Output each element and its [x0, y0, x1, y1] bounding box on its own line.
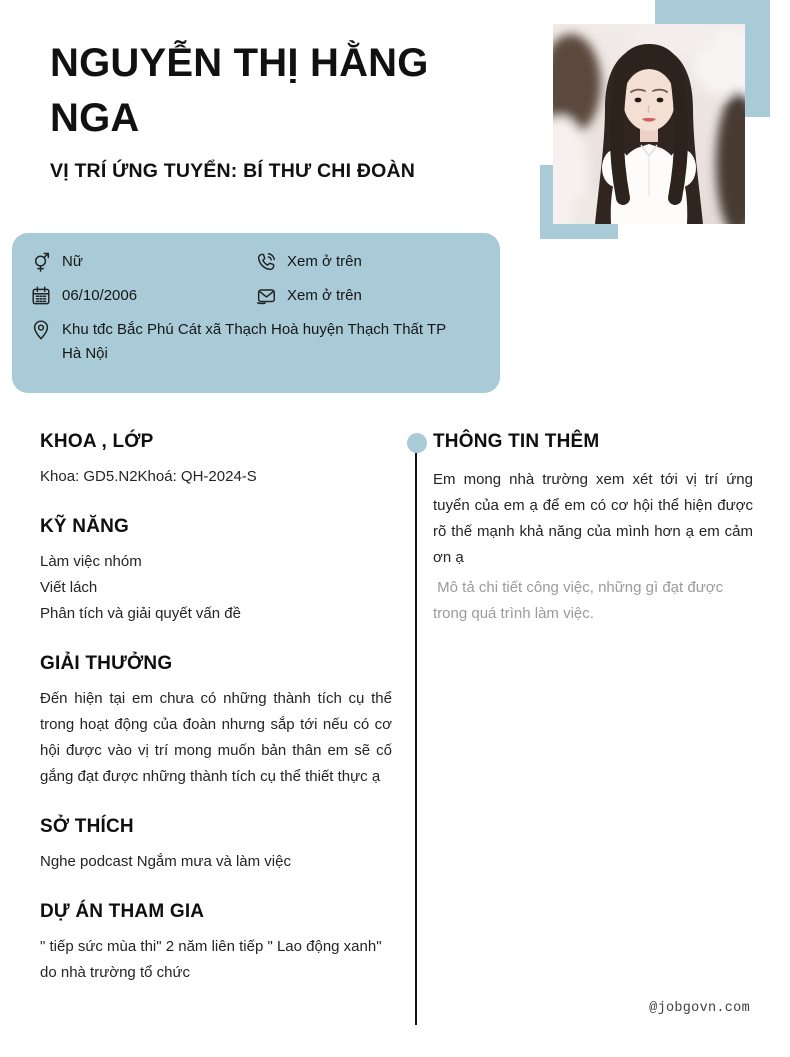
du-an-detail: " tiếp sức mùa thi" 2 năm liên tiếp " Lao động xanh" do nhà trường tổ chức: [40, 938, 382, 981]
contact-address: [30, 318, 480, 366]
section-thong-tin-them: [433, 430, 753, 627]
address-value: Khu tđc Bắc Phú Cát xã Thạch Hoà huyện Thạch Thất TP Hà Nội: [62, 321, 446, 362]
section-giai-thuong: [40, 652, 392, 790]
so-thich-detail: Nghe podcast Ngắm mưa và làm việc: [40, 853, 291, 870]
birthday-value: 06/10/2006: [62, 287, 138, 304]
applied-position: VỊ TRÍ ỨNG TUYỂN: BÍ THƯ CHI ĐOÀN: [50, 160, 416, 182]
section-khoa-lop: [40, 430, 392, 490]
thong-tin-them-placeholder: Mô tả chi tiết công việc, những gì đạt được trong quá trình làm việc.: [433, 579, 728, 622]
phone-value: Xem ở trên: [287, 253, 362, 270]
section-title-khoa-lop: KHOA , LỚP: [40, 431, 154, 452]
phone-icon: [255, 251, 277, 273]
khoa-lop-detail: Khoa: GD5.N2Khoá: QH-2024-S: [40, 468, 257, 485]
contact-phone: [255, 250, 480, 274]
candidate-name: NGUYỄN THỊ HẰNG NGA: [50, 41, 429, 141]
contact-card: [12, 233, 500, 393]
section-title-ky-nang: KỸ NĂNG: [40, 516, 130, 537]
watermark-text: @jobgovn.com: [649, 1001, 750, 1016]
section-title-du-an: DỰ ÁN THAM GIA: [40, 901, 205, 922]
contact-email: [255, 284, 480, 308]
contact-birthday: [30, 284, 255, 308]
skill-item: Viết lách: [40, 579, 98, 596]
skill-item: Phân tích và giải quyết vấn đề: [40, 605, 241, 622]
section-ky-nang: [40, 515, 392, 627]
section-title-so-thich: SỞ THÍCH: [40, 816, 134, 837]
section-title-giai-thuong: GIẢI THƯỞNG: [40, 653, 173, 674]
profile-photo: [553, 24, 745, 224]
section-bullet-icon: [407, 433, 427, 453]
calendar-icon: [30, 285, 52, 307]
section-so-thich: [40, 815, 392, 875]
thong-tin-them-detail: Em mong nhà trường xem xét tới vị trí ứng tuyển của em ạ để em có cơ hội thể hiện được rõ thế mạnh khả năng của mình hơn ạ em cảm ơn ạ: [433, 471, 753, 566]
right-column: [433, 430, 753, 627]
vertical-divider-line: [415, 452, 417, 1025]
section-title-thong-tin-them: THÔNG TIN THÊM: [433, 431, 600, 452]
giai-thuong-detail: Đến hiện tại em chưa có những thành tích cụ thể trong hoạt động của đoàn nhưng sắp tới nếu có cơ hội được vào vị trí mong muốn bản thân em sẽ cố gắng đạt được những thành tích cụ thể thiết thực ạ: [40, 690, 392, 785]
location-icon: [30, 319, 52, 341]
left-column: [40, 430, 392, 1011]
section-du-an: [40, 900, 392, 986]
email-value: Xem ở trên: [287, 287, 362, 304]
gender-value: Nữ: [62, 253, 83, 270]
contact-gender: [30, 250, 255, 274]
skill-item: Làm việc nhóm: [40, 553, 142, 570]
gender-icon: [30, 251, 52, 273]
email-icon: [255, 285, 277, 307]
